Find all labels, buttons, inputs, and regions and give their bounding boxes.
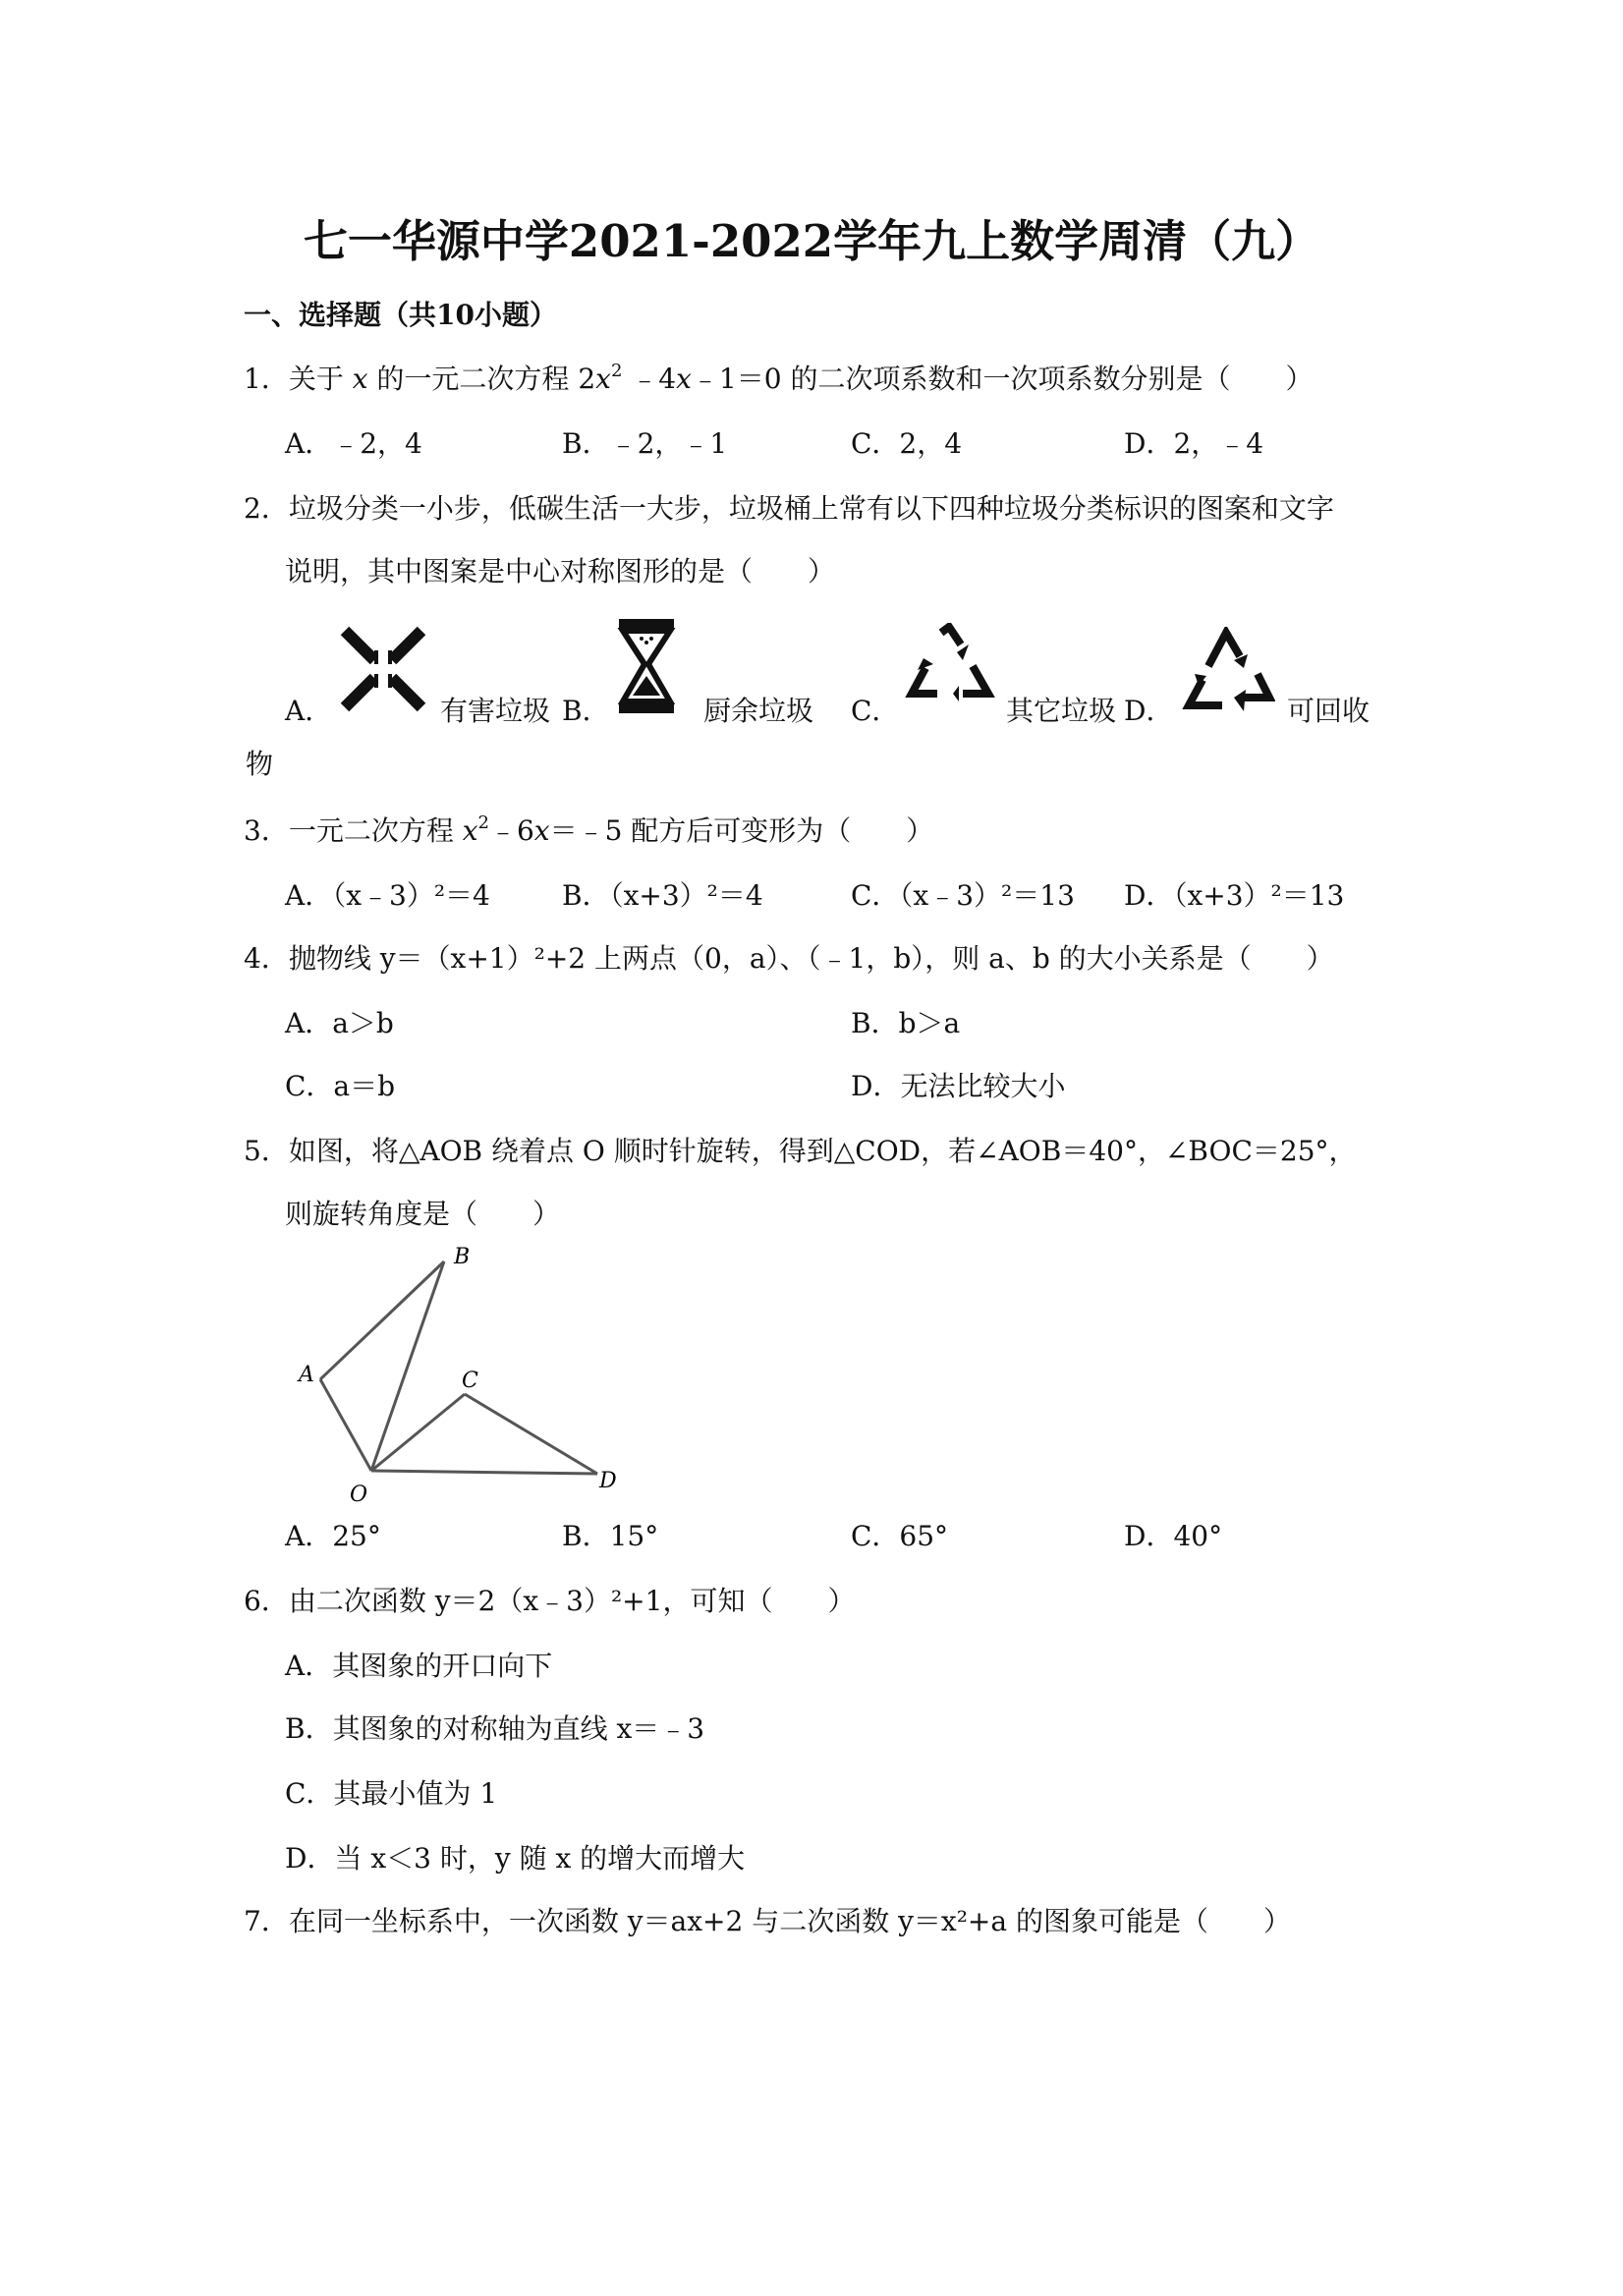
recyclable-icon	[1179, 627, 1275, 717]
point-c-label: C	[462, 1369, 478, 1393]
section-heading: 一、选择题（共10小题）	[244, 299, 557, 331]
q4-option-c: C．a＝b	[285, 1070, 396, 1102]
question-1-stem: 1．关于 x 的一元二次方程 $2x^2$ ﹣4x﹣1＝0 的二次项系数和一次项系数分别是（ ）	[244, 361, 1314, 395]
question-2-stem-line1: 2．垃圾分类一小步，低碳生活一大步，垃圾桶上常有以下四种垃圾分类标识的图案和文字	[244, 492, 1334, 525]
q4-option-b: B．b＞a	[851, 1007, 961, 1039]
q1-option-b: B．﹣2，﹣1	[562, 427, 728, 460]
page-title: 七一华源中学2021-2022学年九上数学周清（九）	[303, 215, 1320, 267]
q2-label-b: 厨余垃圾	[703, 695, 814, 727]
question-6-stem: 6．由二次函数 y＝2（x﹣3）²+1，可知（ ）	[244, 1585, 856, 1617]
rotation-figure	[285, 1242, 629, 1507]
kitchen-waste-icon	[617, 617, 676, 715]
segment-cd	[465, 1394, 597, 1474]
q5-option-a: A．25°	[285, 1520, 381, 1552]
question-4-stem: 4．抛物线 y＝（x+1）²+2 上两点（0，a）、（﹣1，b），则 a、b 的大小关系是（ ）	[244, 942, 1334, 975]
question-5-stem-line1: 5．如图，将△AOB 绕着点 O 顺时针旋转，得到△COD，若∠AOB＝40°，∠BOC＝25°，	[244, 1135, 1357, 1167]
q3-option-b: B．（x+3）²＝4	[562, 879, 763, 912]
q2-option-c-letter: C．	[851, 695, 900, 727]
q2-label-d: 可回收	[1287, 695, 1371, 727]
point-d-label: D	[599, 1469, 617, 1493]
point-b-label: B	[454, 1245, 471, 1269]
q2-label-a: 有害垃圾	[440, 695, 551, 727]
q6-option-c: C．其最小值为 1	[285, 1777, 498, 1810]
q2-label-d-cont: 物	[246, 748, 274, 780]
q5-option-d: D．40°	[1124, 1520, 1223, 1552]
q4-option-a: A．a＞b	[285, 1007, 394, 1039]
q5-option-c: C．65°	[851, 1520, 949, 1552]
point-o-label: O	[350, 1483, 368, 1507]
q2-option-a-letter: A．	[285, 695, 333, 727]
q6-option-d: D．当 x＜3 时，y 随 x 的增大而增大	[285, 1842, 746, 1875]
point-a-label: A	[299, 1363, 314, 1387]
q1-option-d: D．2，﹣4	[1124, 427, 1264, 460]
hazardous-waste-icon	[339, 625, 427, 713]
question-2-stem-line2: 说明，其中图案是中心对称图形的是（ ）	[285, 555, 836, 588]
q6-option-a: A．其图象的开口向下	[285, 1650, 553, 1682]
question-3-stem: 3．一元二次方程 $x^2﹣6x=﹣5$ 配方后可变形为（ ）	[244, 812, 934, 847]
q2-option-b-letter: B．	[562, 695, 610, 727]
q3-option-c: C．（x﹣3）²＝13	[851, 879, 1075, 912]
segment-od	[371, 1471, 597, 1474]
q3-option-d: D．（x+3）²＝13	[1124, 879, 1345, 912]
question-7-stem: 7．在同一坐标系中，一次函数 y＝ax+2 与二次函数 y＝x²+a 的图象可能是（ ）	[244, 1905, 1291, 1937]
segment-ao	[320, 1379, 371, 1471]
q6-option-b: B．其图象的对称轴为直线 x＝﹣3	[285, 1712, 705, 1745]
other-waste-recycle-icon	[902, 623, 996, 717]
q1-option-a: A．﹣2，4	[285, 427, 422, 460]
q3-option-a: A．（x﹣3）²＝4	[285, 879, 490, 912]
segment-ab	[320, 1261, 444, 1379]
question-5-stem-line2: 则旋转角度是（ ）	[285, 1198, 561, 1230]
q2-label-c: 其它垃圾	[1006, 695, 1117, 727]
q5-option-b: B．15°	[562, 1520, 659, 1552]
q1-option-c: C．2，4	[851, 427, 963, 460]
q4-option-d: D．无法比较大小	[851, 1070, 1066, 1102]
q2-option-d-letter: D．	[1124, 695, 1174, 727]
